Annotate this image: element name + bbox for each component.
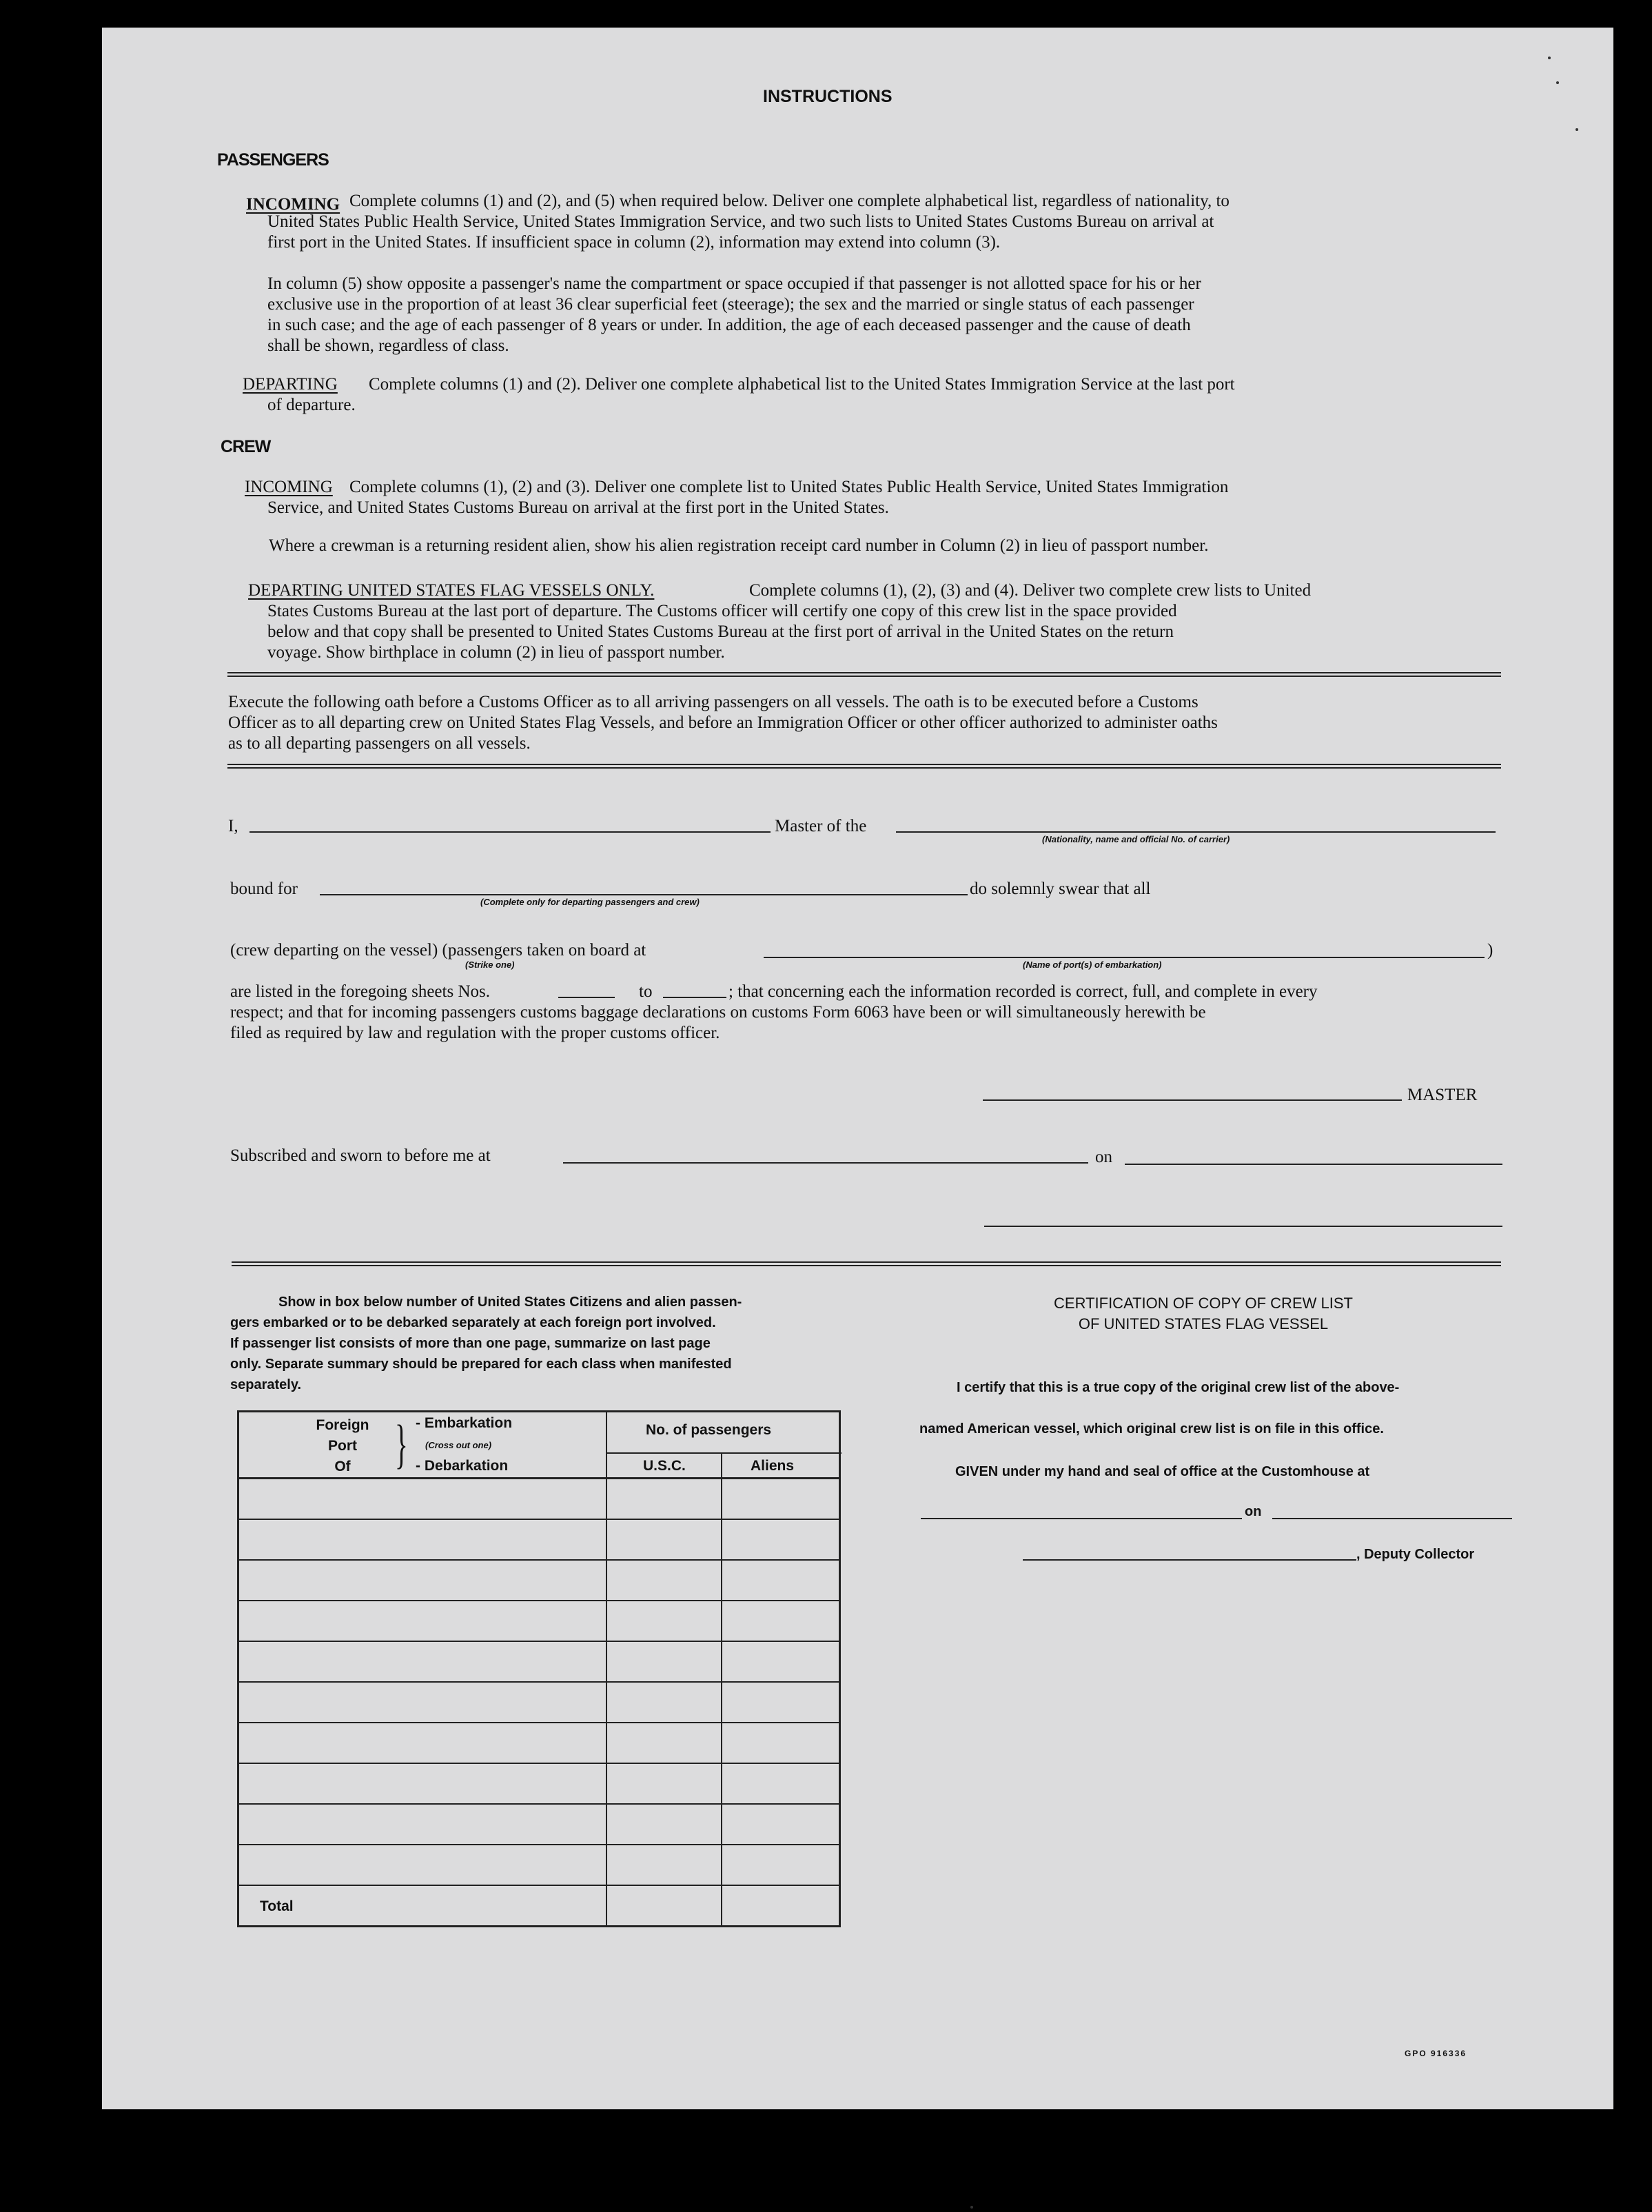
certification-on-label: on (1245, 1504, 1262, 1519)
filed-line: filed as required by law and regulation with the proper customs officer. (230, 1024, 720, 1042)
crew-incoming-line: Service, and United States Customs Bureau on arrival at the first port in the United States. (267, 498, 889, 517)
sheet-from-field[interactable] (558, 997, 615, 998)
column5-line: In column (5) show opposite a passenger's name the compartment or space occupied if that passenger is not allotted space for his or her (267, 274, 1201, 293)
table-row (239, 1642, 839, 1683)
customhouse-field[interactable] (921, 1518, 1242, 1519)
page-title: INSTRUCTIONS (763, 87, 893, 106)
section-divider (232, 1261, 1501, 1266)
certification-line: named American vessel, which original crew list is on file in this office. (919, 1421, 1384, 1437)
table-row (239, 1683, 839, 1723)
ink-speck (1556, 81, 1559, 84)
flag-vessels-label: DEPARTING UNITED STATES FLAG VESSELS ONLY. (248, 581, 655, 600)
total-label: Total (260, 1898, 294, 1914)
summary-table-header (237, 1410, 841, 1479)
oath-intro-line: Execute the following oath before a Customs Officer as to all arriving passengers on all vessels. The oath is to be executed before a Customs (228, 693, 1199, 711)
debarkation-label: - Debarkation (416, 1458, 509, 1474)
embarkation-label: - Embarkation (416, 1415, 513, 1431)
deputy-collector-label: , Deputy Collector (1356, 1547, 1475, 1562)
deputy-signature-field[interactable] (1023, 1559, 1356, 1561)
crew-incoming-line: Complete columns (1), (2) and (3). Deliver one complete list to United States Public Health Service, United States Immigration (349, 478, 1229, 496)
foreign-port-label: Foreign Port Of (316, 1417, 369, 1474)
certification-title: CERTIFICATION OF COPY OF CREW LIST OF UNITED STATES FLAG VESSEL (1054, 1295, 1353, 1332)
no-of-passengers-label: No. of passengers (646, 1422, 772, 1438)
table-row (239, 1479, 839, 1520)
oath-i-label: I, (228, 817, 238, 835)
flag-vessels-line: voyage. Show birthplace in column (2) in lieu of passport number. (267, 643, 725, 662)
passengers-incoming-line: first port in the United States. If insufficient space in column (2), information may extend into column (3). (267, 233, 1001, 252)
master-label: MASTER (1407, 1086, 1478, 1104)
certification-line: GIVEN under my hand and seal of office at the Customhouse at (955, 1464, 1370, 1479)
cross-out-note: (Cross out one) (425, 1440, 492, 1450)
ink-speck (970, 2206, 973, 2209)
bound-for-note: (Complete only for departing passengers and crew) (480, 897, 700, 907)
flag-vessels-line: Complete columns (1), (2), (3) and (4). Deliver two complete crew lists to United (749, 581, 1312, 600)
table-row (239, 1723, 839, 1764)
summary-instruction-line: gers embarked or to be debarked separately at each foreign port involved. (230, 1315, 716, 1330)
close-paren: ) (1487, 941, 1493, 960)
ports-note: (Name of port(s) of embarkation) (1023, 960, 1162, 970)
summary-instruction-line: only. Separate summary should be prepared for each class when manifested (230, 1357, 732, 1372)
master-name-field[interactable] (249, 831, 771, 833)
bound-for-field[interactable] (320, 894, 968, 895)
column5-line: shall be shown, regardless of class. (267, 336, 509, 355)
summary-instruction-line: separately. (230, 1377, 302, 1392)
listed-suffix-text: ; that concerning each the information recorded is correct, full, and complete in every (728, 982, 1318, 1001)
column5-line: exclusive use in the proportion of at least 36 clear superficial feet (steerage); the sex and the married or single status of each passenger (267, 295, 1194, 314)
oath-intro-line: as to all departing passengers on all vessels. (228, 734, 531, 753)
embarkation-ports-field[interactable] (764, 957, 1485, 958)
sheet-to-field[interactable] (663, 997, 726, 998)
sworn-date-field[interactable] (1125, 1164, 1502, 1165)
passengers-departing-line: Complete columns (1) and (2). Deliver one complete alphabetical list to the United States Immigration Service at the last port (369, 375, 1235, 394)
certification-date-field[interactable] (1272, 1518, 1512, 1519)
master-of-the-label: Master of the (775, 817, 867, 835)
passengers-incoming-line: United States Public Health Service, United States Immigration Service, and two such lists to United States Customs Bureau on arrival at (267, 212, 1214, 231)
sworn-on-label: on (1095, 1148, 1112, 1166)
table-row (239, 1764, 839, 1805)
oath-intro-line: Officer as to all departing crew on United States Flag Vessels, and before an Immigration Officer or other officer authorized to administer oaths (228, 713, 1218, 732)
gpo-code: GPO 916336 (1405, 2049, 1467, 2058)
passengers-departing-line: of departure. (267, 396, 356, 414)
passengers-departing-label: DEPARTING (243, 375, 338, 394)
summary-instruction-line: If passenger list consists of more than one page, summarize on last page (230, 1336, 711, 1351)
section-divider (227, 672, 1501, 677)
bound-for-label: bound for (230, 880, 298, 898)
crew-incoming-label: INCOMING (245, 478, 333, 496)
nationality-note: (Nationality, name and official No. of carrier) (1042, 834, 1230, 844)
passengers-incoming-line: Complete columns (1) and (2), and (5) when required below. Deliver one complete alphabetical list, regardless of nationality, to (349, 192, 1230, 210)
aliens-column-header: Aliens (751, 1458, 795, 1474)
ink-speck (1575, 128, 1578, 131)
listed-text: are listed in the foregoing sheets Nos. (230, 982, 490, 1001)
table-row (239, 1805, 839, 1845)
total-row (239, 1886, 839, 1925)
brace-icon: } (395, 1414, 408, 1474)
sworn-place-field[interactable] (563, 1162, 1088, 1164)
listed-to-text: to (639, 982, 653, 1001)
crew-heading: CREW (221, 437, 271, 456)
passengers-incoming-label: INCOMING (246, 195, 340, 214)
table-row (239, 1601, 839, 1642)
resident-alien-line: Where a crewman is a returning resident alien, show his alien registration receipt card number in Column (2) in lieu of passport number. (269, 536, 1209, 555)
summary-table-body (237, 1479, 841, 1927)
passengers-heading: PASSENGERS (217, 150, 329, 170)
officer-signature-field[interactable] (984, 1226, 1502, 1227)
table-row (239, 1845, 839, 1886)
certification-line: I certify that this is a true copy of the original crew list of the above- (957, 1380, 1400, 1395)
carrier-field[interactable] (896, 831, 1496, 833)
flag-vessels-line: States Customs Bureau at the last port of departure. The Customs officer will certify one copy of this crew list in the space provided (267, 602, 1177, 620)
subscribed-label: Subscribed and sworn to before me at (230, 1146, 491, 1165)
ink-speck (1548, 57, 1551, 59)
summary-instruction-line: Show in box below number of United States Citizens and alien passen- (278, 1295, 742, 1310)
usc-column-header: U.S.C. (643, 1458, 686, 1474)
flag-vessels-line: below and that copy shall be presented to United States Customs Bureau at the first port of arrival in the United States on the return (267, 622, 1174, 641)
table-row (239, 1561, 839, 1601)
strike-one-note: (Strike one) (465, 960, 515, 970)
section-divider (227, 764, 1501, 769)
master-signature-field[interactable] (983, 1099, 1402, 1101)
crew-passengers-text: (crew departing on the vessel) (passengers taken on board at (230, 941, 646, 960)
column5-line: in such case; and the age of each passenger of 8 years or under. In addition, the age of each deceased passenger and the cause of death (267, 316, 1191, 334)
solemnly-swear-text: do solemnly swear that all (970, 880, 1151, 898)
table-row (239, 1520, 839, 1561)
respect-line: respect; and that for incoming passengers customs baggage declarations on customs Form 6063 have been or will simultaneously herewith be (230, 1003, 1206, 1022)
